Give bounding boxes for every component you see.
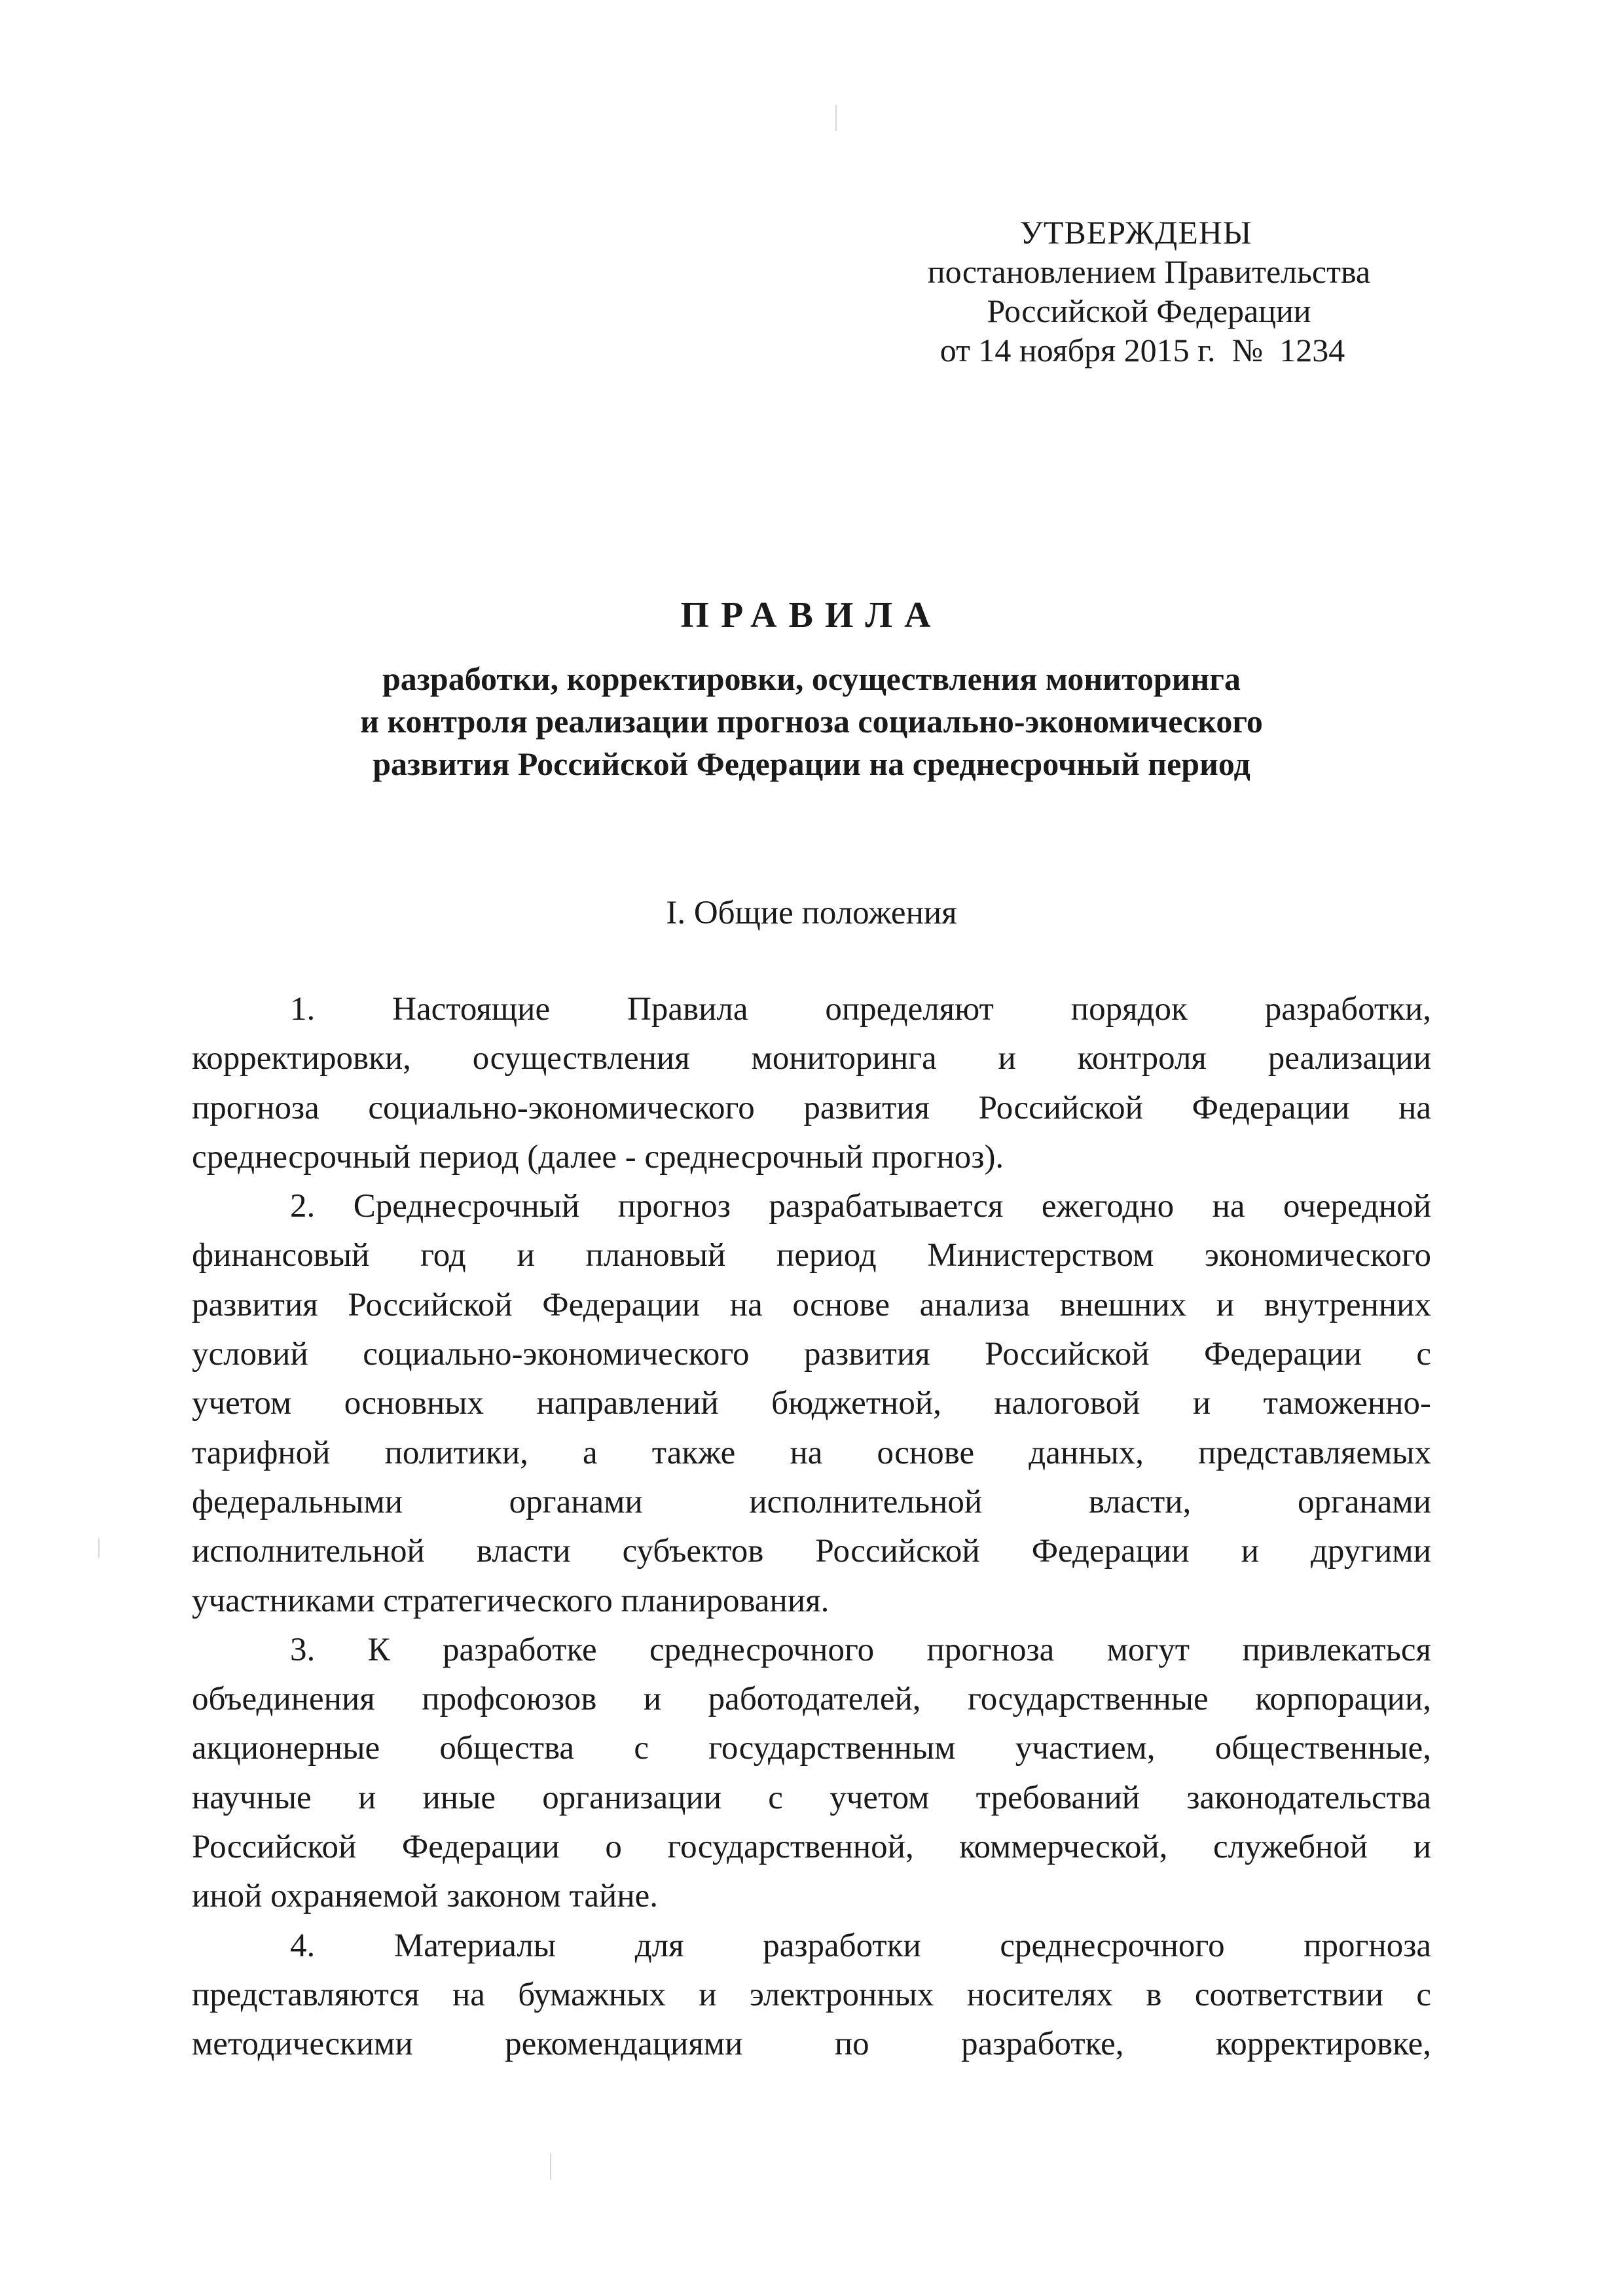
paragraph-3-line-4: научные и иные организации с учетом требований законодательства [192, 1779, 1431, 1816]
paragraph-2-line-5: учетом основных направлений бюджетной, налоговой и таможенно- [192, 1385, 1431, 1422]
paragraph-2-line-4: условий социально-экономического развития Российской Федерации с [192, 1336, 1431, 1373]
paragraph-2-line-1: 2. Среднесрочный прогноз разрабатывается ежегодно на очередной [290, 1188, 1431, 1225]
scan-artifact [550, 2153, 551, 2179]
subtitle-line-2: и контроля реализации прогноза социально-экономического [360, 703, 1263, 740]
paragraph-2-line-3: развития Российской Федерации на основе анализа внешних и внутренних [192, 1286, 1431, 1323]
subtitle-line-1: разработки, корректировки, осуществления мониторинга [382, 660, 1241, 697]
section-heading: I. Общие положения [666, 895, 957, 931]
paragraph-3-line-5: Российской Федерации о государственной, коммерческой, служебной и [192, 1829, 1431, 1866]
paragraph-2-line-2: финансовый год и плановый период Министерством экономического [192, 1237, 1431, 1274]
paragraph-3-line-2: объединения профсоюзов и работодателей, государственные корпорации, [192, 1681, 1431, 1718]
paragraph-2-line-7: федеральными органами исполнительной власти, органами [192, 1483, 1431, 1520]
paragraph-2-line-8: исполнительной власти субъектов Российской Федерации и другими [192, 1533, 1431, 1570]
paragraph-2-line-9: участниками стратегического планирования. [192, 1582, 830, 1619]
approval-block [877, 213, 1421, 370]
paragraph-2-line-6: тарифной политики, а также на основе данных, представляемых [192, 1434, 1431, 1471]
paragraph-4-line-3: методическими рекомендациями по разработке, корректировке, [192, 2026, 1431, 2063]
subtitle-line-3: развития Российской Федерации на среднесрочный период [373, 745, 1250, 782]
approval-stamp: УТВЕРЖДЕНЫ [1019, 214, 1252, 251]
paragraph-1-line-3: прогноза социально-экономического развития Российской Федерации на [192, 1089, 1431, 1126]
approval-line-3: от 14 ноября 2015 г. № 1234 [939, 332, 1345, 368]
paragraph-3-line-6: иной охраняемой законом тайне. [192, 1878, 659, 1915]
scan-artifact [835, 105, 837, 131]
paragraph-1-line-2: корректировки, осуществления мониторинга и контроля реализации [192, 1040, 1431, 1077]
paragraph-1-line-1: 1. Настоящие Правила определяют порядок разработки, [290, 991, 1431, 1028]
paragraph-4-line-1: 4. Материалы для разработки среднесрочного прогноза [290, 1927, 1431, 1964]
document-body [192, 985, 1431, 2070]
paragraph-4-line-2: представляются на бумажных и электронных носителях в соответствии с [192, 1976, 1431, 2013]
scan-artifact [98, 1538, 100, 1558]
paragraph-1-line-4: среднесрочный период (далее - среднесрочный прогноз). [192, 1138, 1004, 1175]
document-subtitle [0, 658, 1623, 785]
approval-line-1: постановлением Правительства [927, 253, 1371, 290]
approval-line-2: Российской Федерации [987, 293, 1311, 329]
paragraph-3-line-3: акционерные общества с государственным участием, общественные, [192, 1730, 1431, 1767]
paragraph-3-line-1: 3. К разработке среднесрочного прогноза могут привлекаться [290, 1631, 1431, 1668]
document-title: ПРАВИЛА [680, 595, 943, 636]
